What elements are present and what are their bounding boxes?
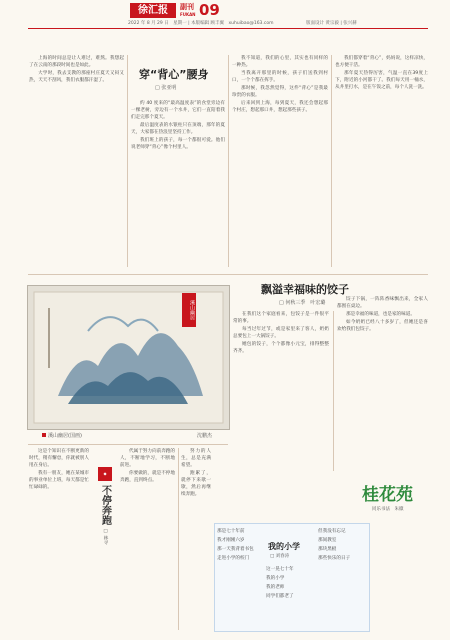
- paragraph: 代属于努力向前奔跑的人，不断地学习，不断地前进。: [120, 449, 175, 468]
- column-divider: [333, 311, 334, 471]
- column-divider: [331, 55, 332, 267]
- dateline: 2022 年 8 月 29 日 星期一 | 本版编辑 顾丰翼 xuhuibao@163.com: [128, 21, 274, 26]
- painting-artist: 沈鹏杰: [197, 433, 213, 439]
- article1-title: 穿“背心”腰身: [139, 68, 209, 81]
- paragraph: 她包的饺子，个个都像小元宝，排得整整齐齐。: [233, 342, 329, 354]
- paragraph: 我们都穿着“背心”，妈妈说，这样凉快，也方便干活。: [335, 56, 428, 68]
- gui-section-title: 桂花苑: [362, 485, 413, 505]
- paragraph: 在我们这个家庭看来，包饺子是一件很平常的事。: [233, 312, 329, 324]
- article3-col1: [29, 448, 89, 630]
- section-divider: [28, 444, 228, 445]
- masthead-divider: [28, 28, 428, 29]
- paragraph: 跑累了，就停下来歇一歇，然后再继续奔跑。: [181, 471, 211, 497]
- painting-caption: [42, 432, 82, 439]
- paragraph: 那时候，我忽然觉得，这件“背心”是我最珍贵的衣服。: [232, 86, 328, 98]
- article1-col1: [29, 55, 124, 267]
- paragraph: 后来回到上海，每到夏天，我还会想起那个村庄，想起那口井，想起那些孩子。: [232, 101, 328, 113]
- poem-line: 我才刚刚六岁: [217, 538, 245, 543]
- paragraph: 大学时，我去支教的那座村庄夏天又闷又热，天天不刮风，我们衣服都汗湿了。: [29, 71, 124, 83]
- article2-left-col: [233, 311, 329, 471]
- paragraph: 约 40 度来的“最高温度表”的食堂旁边有一棵老树，旁边有一个水井，它们一直陪着我们走完那个夏天。: [131, 101, 225, 120]
- poem-col-mid: [266, 565, 314, 601]
- article2-title: 飘溢幸福味的饺子: [261, 283, 349, 296]
- landscape-painting: [27, 285, 230, 430]
- paragraph: 上海的时间总是让人难过，难熬。我想起了在云南的那段时间也是如此。: [29, 56, 124, 68]
- paragraph: 我有一朋友，她在某城市的事业单位上班，每天都是忙忙碌碌的。: [29, 471, 89, 490]
- article1-col2: [131, 100, 225, 267]
- section-name: 副刊: [180, 3, 194, 11]
- poem-line: 走进小学的校门: [217, 556, 250, 561]
- column-divider: [178, 448, 179, 630]
- article1-byline: □ 张亚明: [155, 85, 177, 91]
- poem-line: 但我没有忘记: [318, 529, 346, 534]
- paragraph: 那是幸福的味道，也是家的味道。: [346, 312, 415, 317]
- poem-line: 那一天我背着书包: [217, 547, 254, 552]
- paragraph: 饺子下锅，一阵阵香味飘出来，全家人都围在桌边。: [337, 297, 428, 309]
- paragraph: 如今奶奶已经八十多岁了，但她还是喜欢给我们包饺子。: [337, 320, 428, 332]
- article2-right-col: [337, 296, 428, 471]
- poem-col-right: [318, 527, 366, 563]
- article3-title: 不停奔跑: [99, 485, 111, 525]
- poem-line: 我的老师: [266, 585, 285, 590]
- paragraph: 你要做的，就是不停地奔跑，直到终点。: [120, 471, 175, 483]
- article3-byline: □ 林寻: [103, 529, 108, 545]
- painting-caption-text: 溪山幽居(国画): [48, 433, 82, 439]
- poem-line: 我的小学: [266, 576, 285, 581]
- paragraph: 我不知道，我们的心里，其实也有同样的一种热。: [232, 56, 328, 68]
- poem-author: □ 刘春涛: [270, 554, 290, 559]
- article3-title-block: [93, 467, 117, 544]
- poem-title: 我的小学: [268, 542, 300, 551]
- poem-col-left: [217, 527, 263, 563]
- painting-title-seal: 溪山幽居: [182, 293, 196, 327]
- article1-col3: [232, 55, 328, 267]
- section-name-en: FUKAN: [180, 12, 196, 17]
- article1-col4: [335, 55, 428, 267]
- poem-line: 这一晃七十年: [266, 567, 294, 572]
- article3-col2: [120, 448, 175, 630]
- column-seal-icon: ◆: [98, 467, 112, 481]
- paragraph: 这是个知识在不断更新的时代，稍有懈怠，你就被别人甩在身后。: [29, 449, 89, 468]
- paragraph: 努力的人生，总是充满希望。: [181, 449, 211, 468]
- paragraph: 每当过年过节，或是家里来了客人，奶奶总要包上一大锅饺子。: [233, 327, 329, 339]
- editors-line: 版面设计 黄宗毅 | 张兴赫: [306, 21, 357, 26]
- poem-line: 那些快乐的日子: [318, 556, 351, 561]
- paragraph: 那年夏天热得厉害，气温一直在39度上下，附近的小河都干了。我们每天用一桶水，从井里打水，是在午饭之前，每个人洗一洗。: [335, 71, 428, 90]
- poem-line: 那块黑板: [318, 547, 337, 552]
- column-divider: [127, 55, 128, 267]
- article2-byline: □ 何秋三季 叶宏璐: [279, 300, 326, 306]
- poem-line: 同学们都老了: [266, 594, 294, 599]
- paper-logo: 徐汇报: [130, 3, 176, 18]
- painting-artwork: [28, 286, 229, 429]
- section-label: [180, 3, 196, 19]
- gui-section-byline: 同乐书法 朱徽: [372, 507, 404, 512]
- paragraph: 最后温度表的水银柱只在顶端，那年的夏天，大家都在热浪里坚持工作。: [131, 123, 225, 135]
- article3-col3: [181, 448, 211, 518]
- column-divider: [228, 55, 229, 267]
- section-divider: [28, 274, 428, 275]
- poem-line: 那间教室: [318, 538, 337, 543]
- poem-line: 那是七十年前: [217, 529, 245, 534]
- paragraph: 当我离开那里的时候，孩子们送我到村口，一个个都在挥手。: [232, 71, 328, 83]
- page-number: 09: [199, 1, 220, 19]
- paragraph: 我们班上的孩子，每一个都很可爱。他们说老师穿“背心”像个村里人。: [131, 138, 225, 150]
- caption-marker-icon: [42, 433, 46, 437]
